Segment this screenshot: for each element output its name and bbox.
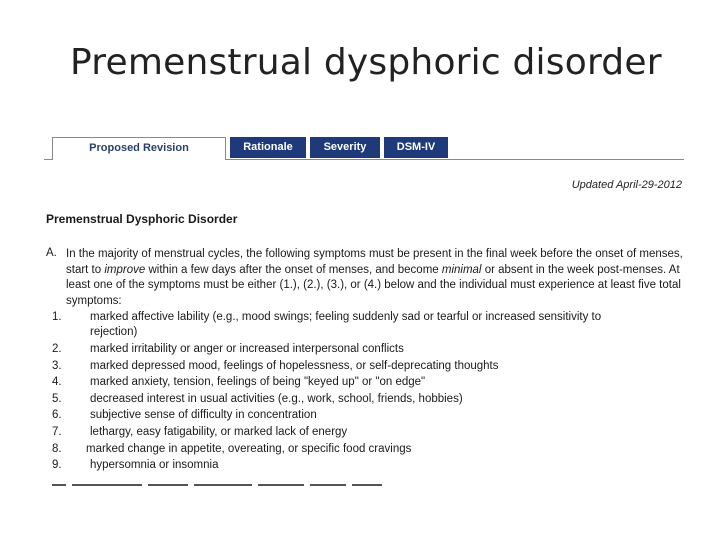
criterion-letter: A.: [46, 247, 57, 259]
symptom-number: 7.: [52, 425, 62, 438]
criterion-a-emphasis-improve: improve: [104, 263, 146, 276]
symptom-text: marked anxiety, tension, feelings of being "keyed up" or "on edge": [90, 376, 426, 389]
symptom-list: [52, 310, 682, 475]
symptom-item: [52, 408, 682, 425]
updated-date: Updated April-29-2012: [571, 179, 682, 191]
symptom-item: [52, 392, 682, 409]
symptom-number: 1.: [52, 311, 62, 323]
symptom-item: [52, 359, 682, 376]
symptom-text: marked depressed mood, feelings of hopelessness, or self-deprecating thoughts: [90, 359, 499, 372]
tab-rationale[interactable]: Rationale: [230, 137, 306, 158]
tab-severity[interactable]: Severity: [310, 137, 380, 158]
symptom-text: marked irritability or anger or increased interpersonal conflicts: [90, 343, 404, 355]
symptom-text: decreased interest in usual activities (e.g., work, school, friends, hobbies): [90, 392, 463, 405]
slide-title: Premenstrual dysphoric disorder: [70, 42, 662, 83]
symptom-text: marked change in appetite, overeating, or specific food cravings: [86, 442, 412, 455]
criterion-a-intro-1: In the majority of menstrual cycles, the following symptoms must be present in the final week before the onset of menses, start to: [66, 248, 683, 276]
symptom-number: 2.: [52, 343, 62, 355]
symptom-item: [52, 425, 682, 442]
criterion-a-intro-2: within a few days after the onset of menses, and become: [145, 263, 442, 276]
symptom-text: hypersomnia or insomnia: [90, 459, 219, 472]
symptom-number: 8.: [52, 442, 62, 455]
symptom-number: 5.: [52, 392, 62, 405]
tab-proposed-revision[interactable]: Proposed Revision: [52, 137, 226, 160]
symptom-text: subjective sense of difficulty in concentration: [90, 409, 317, 422]
cropped-next-line: [52, 481, 402, 487]
symptom-item: [52, 342, 682, 359]
symptom-number: 6.: [52, 409, 62, 422]
criterion-a-text: [66, 247, 686, 309]
symptom-item: [52, 442, 682, 459]
symptom-number: 3.: [52, 359, 62, 372]
tab-dsm-iv[interactable]: DSM-IV: [384, 137, 448, 158]
symptom-text: marked affective lability (e.g., mood swings; feeling suddenly sad or tearful or increased sensitivity to rejection): [90, 311, 602, 338]
symptom-text: lethargy, easy fatigability, or marked lack of energy: [90, 425, 348, 438]
symptom-item: [52, 310, 682, 342]
symptom-item: [52, 458, 682, 475]
symptom-number: 4.: [52, 376, 62, 389]
symptom-number: 9.: [52, 459, 62, 472]
symptom-item: [52, 375, 682, 392]
tab-bar: [44, 137, 684, 160]
document-heading: Premenstrual Dysphoric Disorder: [46, 212, 238, 226]
criterion-a-intro-3: or absent in the week post-menses. At least one of the symptoms must be either (1.), (2.), (3.), or (4.) below and the individual must experience at least five total symptoms:: [66, 263, 681, 307]
criterion-a-emphasis-minimal: minimal: [441, 263, 482, 276]
